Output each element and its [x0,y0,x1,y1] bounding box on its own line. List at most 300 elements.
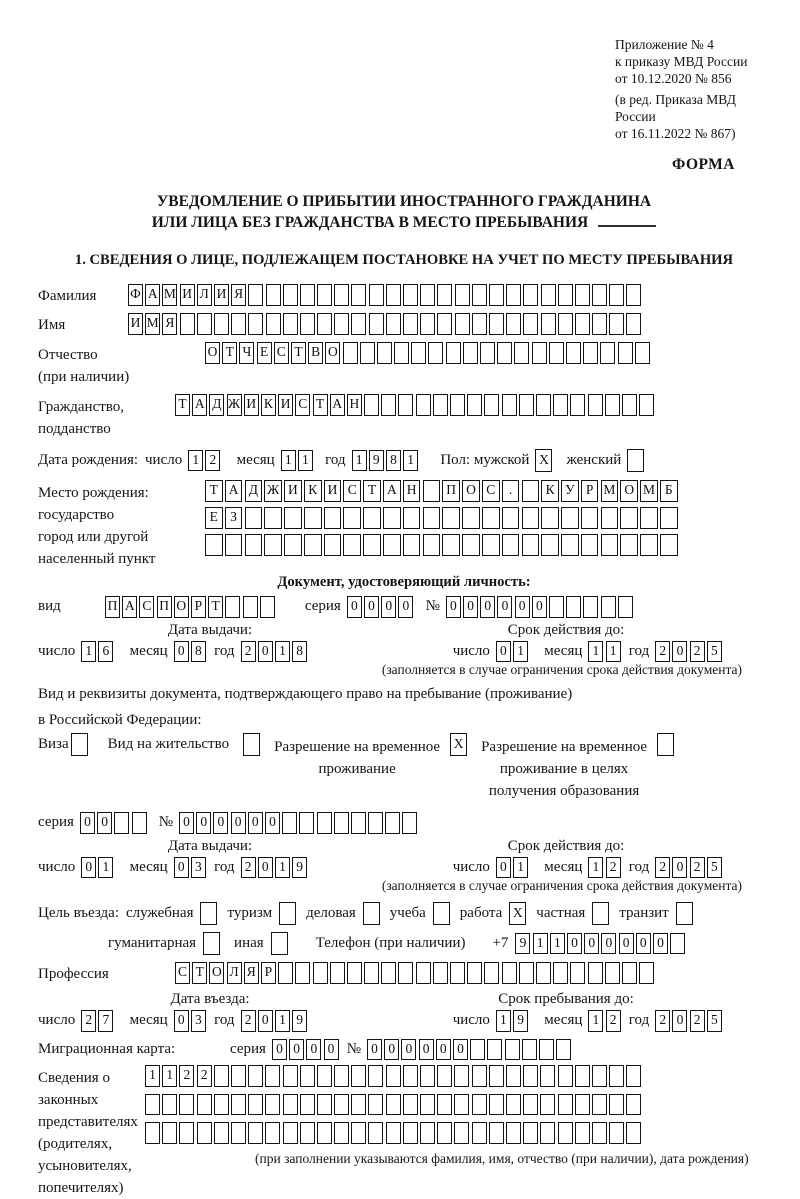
doc-valid-year-field-cell[interactable]: 5 [707,641,722,663]
surname-field-cell[interactable]: М [162,284,177,306]
profession-field-cell[interactable]: Р [261,962,276,984]
profession-field-cell[interactable]: О [209,962,224,984]
birth-month-field[interactable] [281,450,315,472]
patronymic-field-cell[interactable] [463,342,478,364]
citizenship-field-cell[interactable] [519,394,534,416]
entry-year-field-cell[interactable]: 0 [258,1010,273,1032]
profession-field-cell[interactable] [484,962,499,984]
given-name-field-cell[interactable] [558,313,573,335]
representatives-row-2-cell[interactable] [454,1094,469,1116]
sex-male-checkbox[interactable] [535,449,552,472]
birth-year-field-cell[interactable]: 8 [386,450,401,472]
doc-valid-year-field-cell[interactable]: 2 [690,641,705,663]
representatives-row-3-cell[interactable] [300,1122,315,1144]
doc-valid-year-field[interactable] [655,641,724,663]
mig-series-field-cell[interactable]: 0 [306,1039,321,1061]
mig-number-field-cell[interactable] [539,1039,554,1061]
birth-place-row-1-cell[interactable]: О [462,480,480,502]
representatives-row-2-cell[interactable] [420,1094,435,1116]
birth-place-row-1-cell[interactable]: Б [660,480,678,502]
surname-field-cell[interactable] [489,284,504,306]
birth-place-row-3-cell[interactable] [640,534,658,556]
birth-place-row-3-cell[interactable] [601,534,619,556]
representatives-row-3-cell[interactable] [472,1122,487,1144]
mig-number-field-cell[interactable] [505,1039,520,1061]
birth-place-row-1-cell[interactable]: А [225,480,243,502]
res-issue-year-field-cell[interactable]: 2 [241,857,256,879]
profession-field-cell[interactable] [519,962,534,984]
doc-series-field-cell[interactable]: 0 [381,596,396,618]
res-issue-year-field-cell[interactable]: 9 [292,857,307,879]
purpose-official-checkbox[interactable] [200,902,217,925]
representatives-row-3-cell[interactable] [626,1122,641,1144]
doc-type-field[interactable] [105,596,277,618]
representatives-row-2-cell[interactable] [197,1094,212,1116]
birth-place-row-1-cell[interactable]: М [601,480,619,502]
doc-issue-year-field[interactable] [241,641,310,663]
mig-number-field-cell[interactable] [556,1039,571,1061]
res-valid-month-field-cell[interactable]: 2 [606,857,621,879]
res-valid-month-field-cell[interactable]: 1 [588,857,603,879]
birth-year-field-cell[interactable]: 9 [369,450,384,472]
doc-issue-day-field[interactable] [81,641,115,663]
stay-year-field-cell[interactable]: 2 [690,1010,705,1032]
stay-month-field[interactable] [588,1010,622,1032]
purpose-business-checkbox[interactable] [363,902,380,925]
birth-place-row-2[interactable] [205,507,680,529]
purpose-study-checkbox-cell[interactable] [433,902,450,925]
birth-place-row-1-cell[interactable]: У [561,480,579,502]
visa-checkbox-cell[interactable] [71,733,88,756]
citizenship-field-cell[interactable] [622,394,637,416]
given-name-field-cell[interactable] [575,313,590,335]
entry-month-field[interactable] [174,1010,208,1032]
patronymic-field-cell[interactable] [600,342,615,364]
patronymic-field-cell[interactable]: Т [222,342,237,364]
phone-field-cell[interactable]: 0 [619,933,634,955]
sex-male-checkbox-cell[interactable]: X [535,449,552,472]
given-name-field-cell[interactable] [523,313,538,335]
res-number-field-cell[interactable] [334,812,349,834]
birth-day-field-cell[interactable]: 1 [188,450,203,472]
stay-month-field-cell[interactable]: 1 [588,1010,603,1032]
representatives-row-3-cell[interactable] [179,1122,194,1144]
representatives-row-2-cell[interactable] [437,1094,452,1116]
birth-year-field-cell[interactable]: 1 [352,450,367,472]
doc-issue-year-field-cell[interactable]: 0 [258,641,273,663]
res-issue-year-field-cell[interactable]: 1 [275,857,290,879]
citizenship-field-cell[interactable] [553,394,568,416]
representatives-row-1-cell[interactable]: 2 [197,1065,212,1087]
doc-type-field-cell[interactable] [260,596,275,618]
doc-type-field-cell[interactable] [243,596,258,618]
patronymic-field-cell[interactable] [360,342,375,364]
doc-type-field-cell[interactable]: П [157,596,172,618]
representatives-row-2-cell[interactable] [179,1094,194,1116]
birth-place-row-3-cell[interactable] [264,534,282,556]
representatives-row-1-cell[interactable] [489,1065,504,1087]
purpose-business-checkbox-cell[interactable] [363,902,380,925]
phone-field-cell[interactable] [670,933,685,955]
purpose-transit-checkbox-cell[interactable] [676,902,693,925]
phone-field-cell[interactable]: 1 [550,933,565,955]
res-series-field-cell[interactable]: 0 [80,812,95,834]
representatives-row-1-cell[interactable] [283,1065,298,1087]
representatives-row-2-cell[interactable] [506,1094,521,1116]
stay-day-field-cell[interactable]: 9 [513,1010,528,1032]
representatives-row-1-cell[interactable] [334,1065,349,1087]
birth-place-row-2-cell[interactable] [462,507,480,529]
surname-field[interactable] [128,284,644,306]
res-number-field-cell[interactable] [351,812,366,834]
birth-day-field-cell[interactable]: 2 [205,450,220,472]
doc-number-field-cell[interactable] [549,596,564,618]
purpose-humanitarian-checkbox-cell[interactable] [203,932,220,955]
given-name-field-cell[interactable] [300,313,315,335]
entry-month-field-cell[interactable]: 0 [174,1010,189,1032]
citizenship-field[interactable] [175,394,656,416]
birth-place-row-2-cell[interactable] [522,507,540,529]
citizenship-field-cell[interactable]: Д [209,394,224,416]
entry-year-field[interactable] [241,1010,310,1032]
res-series-field-cell[interactable] [132,812,147,834]
birth-place-row-1-cell[interactable]: И [324,480,342,502]
res-number-field-cell[interactable]: 0 [231,812,246,834]
representatives-row-1-cell[interactable] [317,1065,332,1087]
surname-field-cell[interactable] [455,284,470,306]
profession-field-cell[interactable] [330,962,345,984]
res-number-field-cell[interactable]: 0 [179,812,194,834]
birth-year-field-cell[interactable]: 1 [403,450,418,472]
doc-issue-year-field-cell[interactable]: 2 [241,641,256,663]
profession-field-cell[interactable] [364,962,379,984]
doc-type-field-cell[interactable]: О [174,596,189,618]
res-issue-month-field[interactable] [174,857,208,879]
citizenship-field-cell[interactable] [433,394,448,416]
profession-field-cell[interactable] [467,962,482,984]
representatives-row-3-cell[interactable] [558,1122,573,1144]
birth-place-row-1-cell[interactable]: К [304,480,322,502]
representatives-row-2-cell[interactable] [592,1094,607,1116]
mig-number-field-cell[interactable]: 0 [367,1039,382,1061]
doc-valid-year-field-cell[interactable]: 0 [672,641,687,663]
given-name-field-cell[interactable] [266,313,281,335]
purpose-work-checkbox[interactable] [509,902,526,925]
birth-place-row-3-cell[interactable] [442,534,460,556]
doc-valid-month-field-cell[interactable]: 1 [588,641,603,663]
res-valid-year-field-cell[interactable]: 5 [707,857,722,879]
res-valid-day-field[interactable] [496,857,530,879]
citizenship-field-cell[interactable] [398,394,413,416]
mig-number-field[interactable] [367,1039,573,1061]
phone-field[interactable] [515,933,687,955]
doc-number-field-cell[interactable] [583,596,598,618]
entry-year-field-cell[interactable]: 2 [241,1010,256,1032]
citizenship-field-cell[interactable] [416,394,431,416]
birth-place-row-2-cell[interactable] [601,507,619,529]
given-name-field-cell[interactable] [420,313,435,335]
doc-series-field-cell[interactable]: 0 [364,596,379,618]
surname-field-cell[interactable] [283,284,298,306]
representatives-row-1-cell[interactable] [300,1065,315,1087]
res-valid-year-field-cell[interactable]: 0 [672,857,687,879]
purpose-private-checkbox-cell[interactable] [592,902,609,925]
representatives-row-3-cell[interactable] [368,1122,383,1144]
representatives-row-2-cell[interactable] [231,1094,246,1116]
citizenship-field-cell[interactable]: Н [347,394,362,416]
birth-place-row-2-cell[interactable] [620,507,638,529]
doc-number-field[interactable] [446,596,635,618]
birth-place-row-2-cell[interactable] [640,507,658,529]
representatives-row-2-cell[interactable] [283,1094,298,1116]
sex-female-checkbox-cell[interactable] [627,449,644,472]
patronymic-field-cell[interactable] [618,342,633,364]
doc-series-field[interactable] [347,596,416,618]
birth-place-row-3-cell[interactable] [205,534,223,556]
birth-place-row-3[interactable] [205,534,680,556]
birth-month-field-cell[interactable]: 1 [298,450,313,472]
representatives-row-3-cell[interactable] [265,1122,280,1144]
given-name-field-cell[interactable] [403,313,418,335]
given-name-field-cell[interactable] [248,313,263,335]
doc-issue-month-field-cell[interactable]: 8 [191,641,206,663]
representatives-row-3-cell[interactable] [351,1122,366,1144]
representatives-row-2-cell[interactable] [248,1094,263,1116]
representatives-row-2-cell[interactable] [265,1094,280,1116]
profession-field-cell[interactable] [553,962,568,984]
birth-place-row-2-cell[interactable] [541,507,559,529]
given-name-field-cell[interactable] [609,313,624,335]
surname-field-cell[interactable] [420,284,435,306]
purpose-other-checkbox[interactable] [271,932,288,955]
birth-place-row-1-cell[interactable] [522,480,540,502]
profession-field-cell[interactable] [588,962,603,984]
patronymic-field-cell[interactable] [377,342,392,364]
birth-place-row-1-cell[interactable] [423,480,441,502]
purpose-private-checkbox[interactable] [592,902,609,925]
patronymic-field-cell[interactable] [549,342,564,364]
res-issue-month-field-cell[interactable]: 3 [191,857,206,879]
birth-month-field-cell[interactable]: 1 [281,450,296,472]
representatives-row-1-cell[interactable] [506,1065,521,1087]
representatives-row-2-cell[interactable] [317,1094,332,1116]
birth-place-row-2-cell[interactable] [324,507,342,529]
entry-day-field[interactable] [81,1010,115,1032]
mig-series-field[interactable] [272,1039,341,1061]
birth-place-row-2-cell[interactable] [482,507,500,529]
given-name-field-cell[interactable] [317,313,332,335]
patronymic-field-cell[interactable] [497,342,512,364]
citizenship-field-cell[interactable] [450,394,465,416]
birth-place-row-2-cell[interactable] [383,507,401,529]
birth-place-row-1-cell[interactable]: К [541,480,559,502]
representatives-row-3-cell[interactable] [437,1122,452,1144]
res-series-field-cell[interactable] [114,812,129,834]
res-issue-day-field-cell[interactable]: 1 [98,857,113,879]
representatives-row-3[interactable] [145,1122,749,1144]
representatives-row-2-cell[interactable] [489,1094,504,1116]
birth-place-row-3-cell[interactable] [482,534,500,556]
birth-place-row-2-cell[interactable] [660,507,678,529]
doc-issue-year-field-cell[interactable]: 8 [292,641,307,663]
given-name-field-cell[interactable] [455,313,470,335]
birth-place-row-2-cell[interactable] [245,507,263,529]
doc-series-field-cell[interactable]: 0 [347,596,362,618]
representatives-row-3-cell[interactable] [489,1122,504,1144]
res-series-field-cell[interactable]: 0 [97,812,112,834]
given-name-field-cell[interactable] [489,313,504,335]
citizenship-field-cell[interactable]: Ж [227,394,242,416]
birth-place-row-1-cell[interactable]: Т [205,480,223,502]
profession-field-cell[interactable] [622,962,637,984]
citizenship-field-cell[interactable] [381,394,396,416]
birth-place-row-3-cell[interactable] [541,534,559,556]
given-name-field-cell[interactable] [197,313,212,335]
birth-place-row-3-cell[interactable] [304,534,322,556]
doc-type-field-cell[interactable]: Т [208,596,223,618]
citizenship-field-cell[interactable] [467,394,482,416]
birth-place-row-3-cell[interactable] [324,534,342,556]
representatives-row-2-cell[interactable] [334,1094,349,1116]
doc-number-field-cell[interactable] [618,596,633,618]
res-number-field-cell[interactable]: 0 [248,812,263,834]
res-number-field-cell[interactable] [317,812,332,834]
representatives-row-3-cell[interactable] [283,1122,298,1144]
sex-female-checkbox[interactable] [627,449,644,472]
representatives-row-1-cell[interactable]: 1 [145,1065,160,1087]
given-name-field-cell[interactable] [626,313,641,335]
surname-field-cell[interactable] [626,284,641,306]
entry-day-field-cell[interactable]: 7 [98,1010,113,1032]
phone-field-cell[interactable]: 9 [515,933,530,955]
doc-number-field-cell[interactable]: 0 [480,596,495,618]
mig-number-field-cell[interactable] [470,1039,485,1061]
representatives-row-1-cell[interactable] [592,1065,607,1087]
profession-field-cell[interactable] [278,962,293,984]
doc-number-field-cell[interactable]: 0 [532,596,547,618]
patronymic-field-cell[interactable] [446,342,461,364]
given-name-field-cell[interactable] [386,313,401,335]
purpose-humanitarian-checkbox[interactable] [203,932,220,955]
representatives-row-1-cell[interactable] [540,1065,555,1087]
profession-field-cell[interactable]: Т [192,962,207,984]
surname-field-cell[interactable] [369,284,384,306]
representatives-row-3-cell[interactable] [334,1122,349,1144]
birth-place-row-1[interactable] [205,480,680,502]
doc-number-field-cell[interactable] [601,596,616,618]
representatives-row-2-cell[interactable] [403,1094,418,1116]
citizenship-field-cell[interactable]: И [244,394,259,416]
profession-field[interactable] [175,962,656,984]
doc-valid-day-field-cell[interactable]: 0 [496,641,511,663]
representatives-row-3-cell[interactable] [540,1122,555,1144]
patronymic-field-cell[interactable]: С [274,342,289,364]
representatives-row-3-cell[interactable] [523,1122,538,1144]
phone-field-cell[interactable]: 0 [653,933,668,955]
birth-place-row-2-cell[interactable] [442,507,460,529]
surname-field-cell[interactable]: Ф [128,284,143,306]
profession-field-cell[interactable] [450,962,465,984]
stay-year-field[interactable] [655,1010,724,1032]
res-valid-day-field-cell[interactable]: 0 [496,857,511,879]
birth-place-row-2-cell[interactable] [284,507,302,529]
mig-number-field-cell[interactable]: 0 [419,1039,434,1061]
given-name-field-cell[interactable] [334,313,349,335]
doc-type-field-cell[interactable]: П [105,596,120,618]
birth-place-row-3-cell[interactable] [561,534,579,556]
given-name-field-cell[interactable] [437,313,452,335]
birth-place-row-3-cell[interactable] [363,534,381,556]
patronymic-field-cell[interactable] [514,342,529,364]
surname-field-cell[interactable]: Л [197,284,212,306]
entry-year-field-cell[interactable]: 9 [292,1010,307,1032]
patronymic-field-cell[interactable]: Ч [239,342,254,364]
res-number-field-cell[interactable] [282,812,297,834]
birth-place-row-1-cell[interactable]: И [284,480,302,502]
patronymic-field-cell[interactable]: Т [291,342,306,364]
res-number-field-cell[interactable]: 0 [265,812,280,834]
birth-place-row-2-cell[interactable] [423,507,441,529]
doc-number-field-cell[interactable]: 0 [515,596,530,618]
representatives-row-3-cell[interactable] [214,1122,229,1144]
surname-field-cell[interactable] [558,284,573,306]
representatives-row-1-cell[interactable] [626,1065,641,1087]
patronymic-field-cell[interactable] [394,342,409,364]
birth-place-row-1-cell[interactable]: П [442,480,460,502]
representatives-row-3-cell[interactable] [575,1122,590,1144]
given-name-field-cell[interactable]: И [128,313,143,335]
patronymic-field-cell[interactable] [583,342,598,364]
phone-field-cell[interactable]: 1 [533,933,548,955]
mig-number-field-cell[interactable]: 0 [436,1039,451,1061]
representatives-row-3-cell[interactable] [231,1122,246,1144]
surname-field-cell[interactable]: И [214,284,229,306]
doc-valid-month-field[interactable] [588,641,622,663]
stay-day-field-cell[interactable]: 1 [496,1010,511,1032]
patronymic-field-cell[interactable] [411,342,426,364]
profession-field-cell[interactable]: Я [244,962,259,984]
representatives-row-2-cell[interactable] [575,1094,590,1116]
representatives-row-1-cell[interactable] [351,1065,366,1087]
representatives-row-3-cell[interactable] [197,1122,212,1144]
birth-place-row-2-cell[interactable] [304,507,322,529]
doc-valid-day-field-cell[interactable]: 1 [513,641,528,663]
birth-place-row-1-cell[interactable]: Н [403,480,421,502]
birth-place-row-2-cell[interactable] [502,507,520,529]
representatives-row-2-cell[interactable] [386,1094,401,1116]
doc-issue-month-field-cell[interactable]: 0 [174,641,189,663]
temp-residence-checkbox-cell[interactable]: X [450,733,467,756]
doc-issue-day-field-cell[interactable]: 1 [81,641,96,663]
doc-issue-year-field-cell[interactable]: 1 [275,641,290,663]
surname-field-cell[interactable] [403,284,418,306]
representatives-row-1-cell[interactable]: 2 [179,1065,194,1087]
given-name-field-cell[interactable] [369,313,384,335]
birth-place-row-1-cell[interactable]: С [482,480,500,502]
surname-field-cell[interactable] [300,284,315,306]
phone-field-cell[interactable]: 0 [636,933,651,955]
mig-number-field-cell[interactable] [487,1039,502,1061]
res-issue-day-field[interactable] [81,857,115,879]
birth-place-row-2-cell[interactable] [264,507,282,529]
stay-year-field-cell[interactable]: 5 [707,1010,722,1032]
citizenship-field-cell[interactable] [536,394,551,416]
res-number-field-cell[interactable] [385,812,400,834]
profession-field-cell[interactable] [605,962,620,984]
purpose-transit-checkbox[interactable] [676,902,693,925]
birth-year-field[interactable] [352,450,421,472]
profession-field-cell[interactable] [570,962,585,984]
